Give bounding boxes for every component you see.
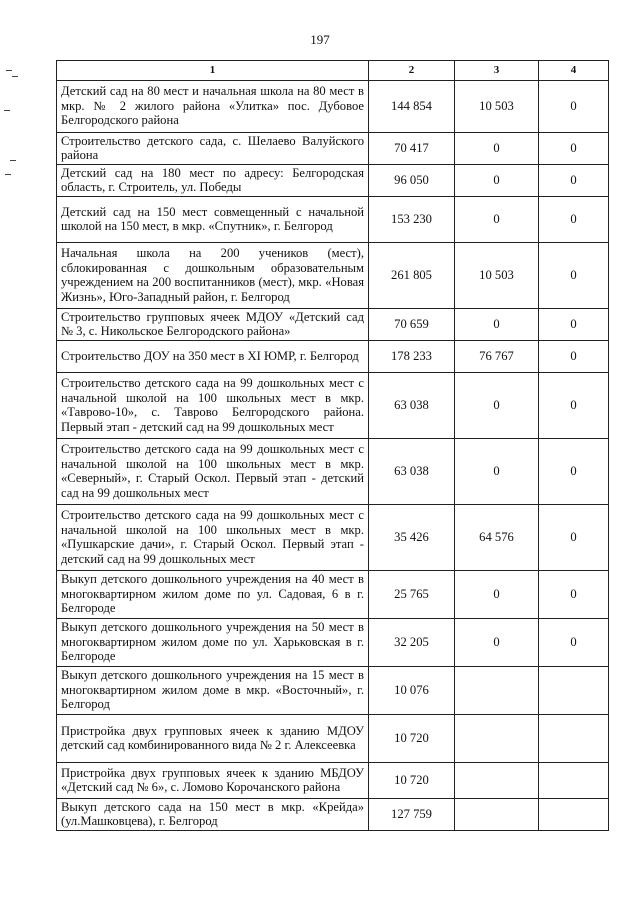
project-name-cell: Выкуп детского дошкольного учреждения на 15 мест в многоквартирном жилом доме в мкр. «Восточный», г. Белгород [57, 666, 369, 714]
table-row [57, 372, 609, 438]
value-col4-cell: 0 [539, 618, 609, 666]
value-col4-cell [539, 798, 609, 830]
value-col4-cell [539, 714, 609, 762]
value-col3-cell: 0 [455, 308, 539, 340]
value-col3-cell: 64 576 [455, 504, 539, 570]
value-col2-cell: 10 076 [369, 666, 455, 714]
table-row [57, 308, 609, 340]
table-row [57, 666, 609, 714]
column-header: 1 [57, 61, 369, 81]
value-col3-cell: 0 [455, 164, 539, 196]
project-name-cell: Детский сад на 80 мест и начальная школа на 80 мест в мкр. № 2 жилого района «Улитка» пос. Дубовое Белгородского района [57, 80, 369, 132]
column-header: 2 [369, 61, 455, 81]
value-col4-cell: 0 [539, 308, 609, 340]
value-col3-cell: 0 [455, 438, 539, 504]
value-col2-cell: 261 805 [369, 242, 455, 308]
value-col2-cell: 127 759 [369, 798, 455, 830]
table-row [57, 762, 609, 798]
value-col3-cell [455, 798, 539, 830]
table-row [57, 618, 609, 666]
project-name-cell: Пристройка двух групповых ячеек к зданию МДОУ детский сад комбинированного вида № 2 г. Алексеевка [57, 714, 369, 762]
project-name-cell: Строительство ДОУ на 350 мест в XI ЮМР, г. Белгород [57, 340, 369, 372]
value-col2-cell: 32 205 [369, 618, 455, 666]
column-header: 4 [539, 61, 609, 81]
value-col2-cell: 96 050 [369, 164, 455, 196]
value-col4-cell [539, 666, 609, 714]
value-col4-cell: 0 [539, 164, 609, 196]
value-col3-cell: 10 503 [455, 80, 539, 132]
project-name-cell: Строительство детского сада на 99 дошкольных мест с начальной школой на 100 школьных мест в мкр. «Таврово-10», с. Таврово Белгородского района. Первый этап - детский сад на 99 дошкольных мест [57, 372, 369, 438]
value-col4-cell: 0 [539, 196, 609, 242]
project-name-cell: Начальная школа на 200 учеников (мест), сблокированная с дошкольным образовательным учреждением на 200 воспитанников (мест), мкр. «Новая Жизнь», Юго-Западный район, г. Белгород [57, 242, 369, 308]
project-name-cell: Строительство детского сада, с. Шелаево Валуйского района [57, 132, 369, 164]
value-col4-cell: 0 [539, 242, 609, 308]
table-row [57, 80, 609, 132]
value-col3-cell: 0 [455, 570, 539, 618]
value-col3-cell: 0 [455, 132, 539, 164]
value-col4-cell [539, 762, 609, 798]
project-name-cell: Пристройка двух групповых ячеек к зданию МБДОУ «Детский сад № 6», с. Ломово Корочанского района [57, 762, 369, 798]
column-header: 3 [455, 61, 539, 81]
project-name-cell: Выкуп детского дошкольного учреждения на 40 мест в многоквартирном жилом доме по ул. Садовая, 6 в г. Белгороде [57, 570, 369, 618]
value-col3-cell: 76 767 [455, 340, 539, 372]
value-col4-cell: 0 [539, 570, 609, 618]
value-col4-cell: 0 [539, 372, 609, 438]
table-row [57, 196, 609, 242]
value-col4-cell: 0 [539, 132, 609, 164]
value-col3-cell [455, 666, 539, 714]
project-name-cell: Строительство детского сада на 99 дошкольных мест с начальной школой на 100 школьных мест в мкр. «Пушкарские дачи», г. Старый Оскол. Первый этап - детский сад на 99 дошкольных мест [57, 504, 369, 570]
value-col2-cell: 25 765 [369, 570, 455, 618]
project-name-cell: Строительство групповых ячеек МДОУ «Детский сад № 3, с. Никольское Белгородского района» [57, 308, 369, 340]
value-col2-cell: 63 038 [369, 438, 455, 504]
value-col2-cell: 63 038 [369, 372, 455, 438]
project-name-cell: Выкуп детского сада на 150 мест в мкр. «Крейда» (ул.Машковцева), г. Белгород [57, 798, 369, 830]
value-col4-cell: 0 [539, 340, 609, 372]
project-name-cell: Детский сад на 150 мест совмещенный с начальной школой на 150 мест, в мкр. «Спутник», г. Белгород [57, 196, 369, 242]
table-row [57, 504, 609, 570]
value-col3-cell: 0 [455, 372, 539, 438]
value-col3-cell: 0 [455, 618, 539, 666]
value-col2-cell: 144 854 [369, 80, 455, 132]
project-name-cell: Выкуп детского дошкольного учреждения на 50 мест в многоквартирном жилом доме по ул. Харьковская в г. Белгороде [57, 618, 369, 666]
table-row [57, 242, 609, 308]
value-col4-cell: 0 [539, 504, 609, 570]
table-row [57, 714, 609, 762]
data-table [56, 60, 609, 831]
project-name-cell: Строительство детского сада на 99 дошкольных мест с начальной школой на 100 школьных мест в мкр. «Северный», г. Старый Оскол. Первый этап - детский сад на 99 дошкольных мест [57, 438, 369, 504]
margin-marks [2, 70, 22, 200]
value-col2-cell: 35 426 [369, 504, 455, 570]
value-col3-cell: 10 503 [455, 242, 539, 308]
table-row [57, 340, 609, 372]
value-col2-cell: 178 233 [369, 340, 455, 372]
value-col2-cell: 153 230 [369, 196, 455, 242]
value-col2-cell: 70 417 [369, 132, 455, 164]
value-col4-cell: 0 [539, 438, 609, 504]
table-row [57, 438, 609, 504]
value-col2-cell: 10 720 [369, 762, 455, 798]
table-row [57, 164, 609, 196]
table-row [57, 132, 609, 164]
value-col3-cell [455, 762, 539, 798]
table-row [57, 570, 609, 618]
value-col3-cell: 0 [455, 196, 539, 242]
value-col4-cell: 0 [539, 80, 609, 132]
table-row [57, 798, 609, 830]
value-col2-cell: 10 720 [369, 714, 455, 762]
table-header-row [57, 61, 609, 81]
value-col3-cell [455, 714, 539, 762]
page-number: 197 [310, 32, 330, 47]
value-col2-cell: 70 659 [369, 308, 455, 340]
project-name-cell: Детский сад на 180 мест по адресу: Белгородская область, г. Строитель, ул. Победы [57, 164, 369, 196]
